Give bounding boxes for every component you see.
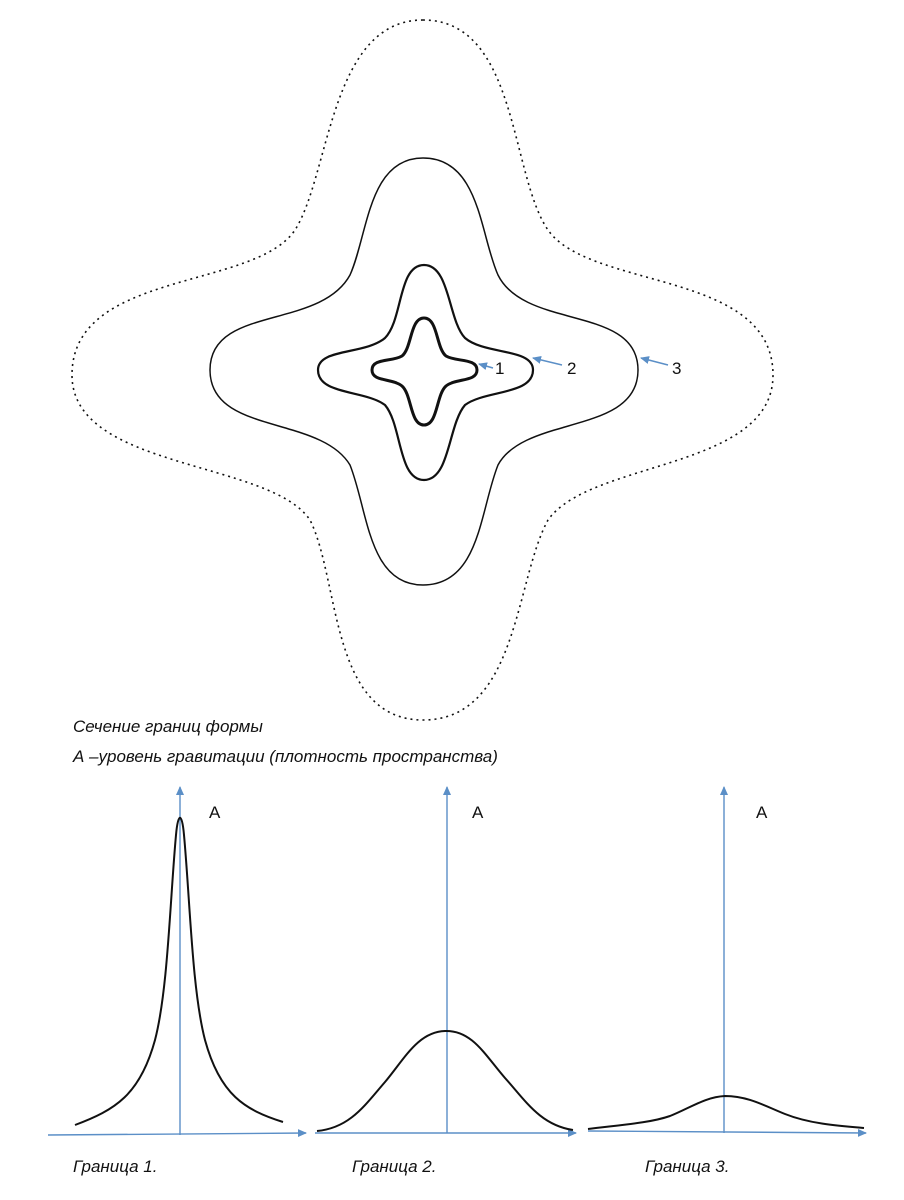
plot-1-x-axis [48, 1133, 306, 1135]
boundary-shapes [72, 20, 773, 720]
pointer-arrow-1 [479, 364, 493, 368]
plot-2 [315, 787, 576, 1176]
caption-line-1: Сечение границ формы [73, 717, 263, 736]
plot-1-axis-label: А [209, 803, 221, 822]
plot-2-caption: Граница 2. [352, 1157, 437, 1176]
plot-1-caption: Граница 1. [73, 1157, 158, 1176]
caption-line-2: А –уровень гравитации (плотность пространства) [73, 747, 498, 766]
pointer-arrow-2 [533, 358, 562, 365]
plot-1-curve [75, 818, 283, 1125]
plot-2-curve [317, 1031, 573, 1131]
pointer-label-2: 2 [567, 359, 577, 378]
boundary-outer [72, 20, 773, 720]
plot-3-curve [588, 1096, 864, 1129]
plot-3-axis-label: А [756, 803, 768, 822]
plot-3-caption: Граница 3. [645, 1157, 730, 1176]
pointer-label-3: 3 [672, 359, 682, 378]
plot-3 [588, 787, 866, 1176]
plot-1 [48, 787, 306, 1176]
pointer-arrow-3 [641, 358, 668, 365]
pointer-label-1: 1 [495, 359, 505, 378]
plot-3-x-axis [588, 1131, 866, 1133]
plot-2-axis-label: А [472, 803, 484, 822]
boundary-pointers [479, 358, 681, 378]
